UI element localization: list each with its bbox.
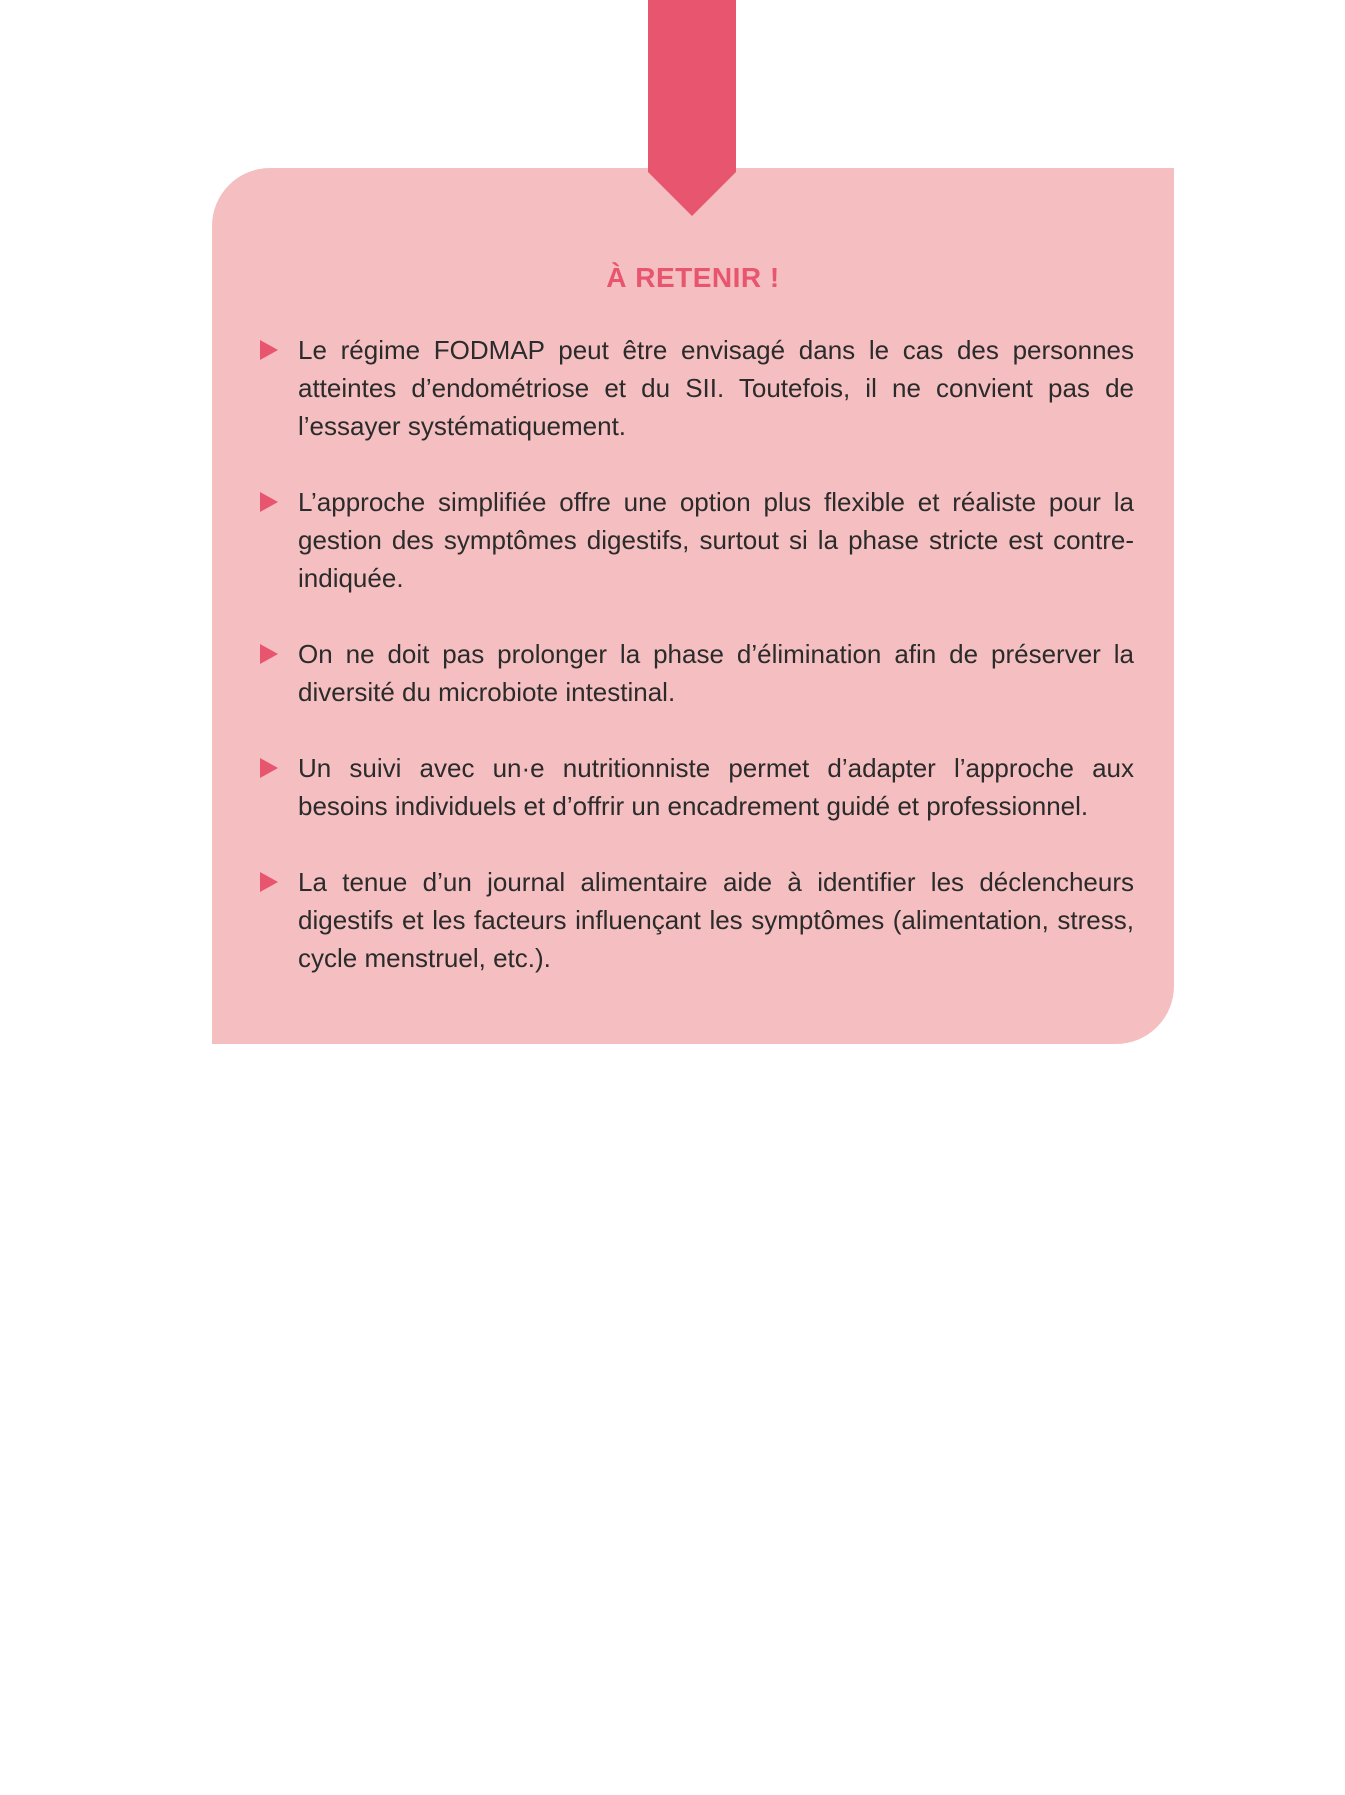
- triangle-right-icon: [260, 492, 278, 512]
- key-point-text: Un suivi avec un·e nutritionniste permet d’adapter l’approche aux besoins individuels et d’offrir un encadrement guidé et professionnel.: [298, 753, 1134, 821]
- key-point-text: Le régime FODMAP peut être envisagé dans le cas des personnes atteintes d’endométriose et du SII. Toutefois, il ne convient pas de l’essayer systématiquement.: [298, 335, 1134, 441]
- triangle-right-icon: [260, 644, 278, 664]
- key-point-item: [260, 635, 1134, 711]
- triangle-right-icon: [260, 340, 278, 360]
- ribbon-shape: [648, 0, 736, 216]
- bookmark-ribbon-icon: [648, 0, 736, 220]
- key-points-callout: [212, 168, 1174, 1044]
- callout-title: À RETENIR !: [606, 262, 780, 293]
- key-point-text: La tenue d’un journal alimentaire aide à identifier les déclencheurs digestifs et les facteurs influençant les symptômes (alimentation, stress, cycle menstruel, etc.).: [298, 867, 1134, 973]
- key-point-text: On ne doit pas prolonger la phase d’élimination afin de préserver la diversité du microbiote intestinal.: [298, 639, 1134, 707]
- key-point-item: [260, 749, 1134, 825]
- triangle-right-icon: [260, 872, 278, 892]
- key-point-item: [260, 863, 1134, 977]
- key-point-item: [260, 483, 1134, 597]
- key-points-list: [260, 331, 1134, 977]
- key-point-item: [260, 331, 1134, 445]
- key-point-text: L’approche simplifiée offre une option plus flexible et réaliste pour la gestion des symptômes digestifs, surtout si la phase stricte est contre-indiquée.: [298, 487, 1134, 593]
- triangle-right-icon: [260, 758, 278, 778]
